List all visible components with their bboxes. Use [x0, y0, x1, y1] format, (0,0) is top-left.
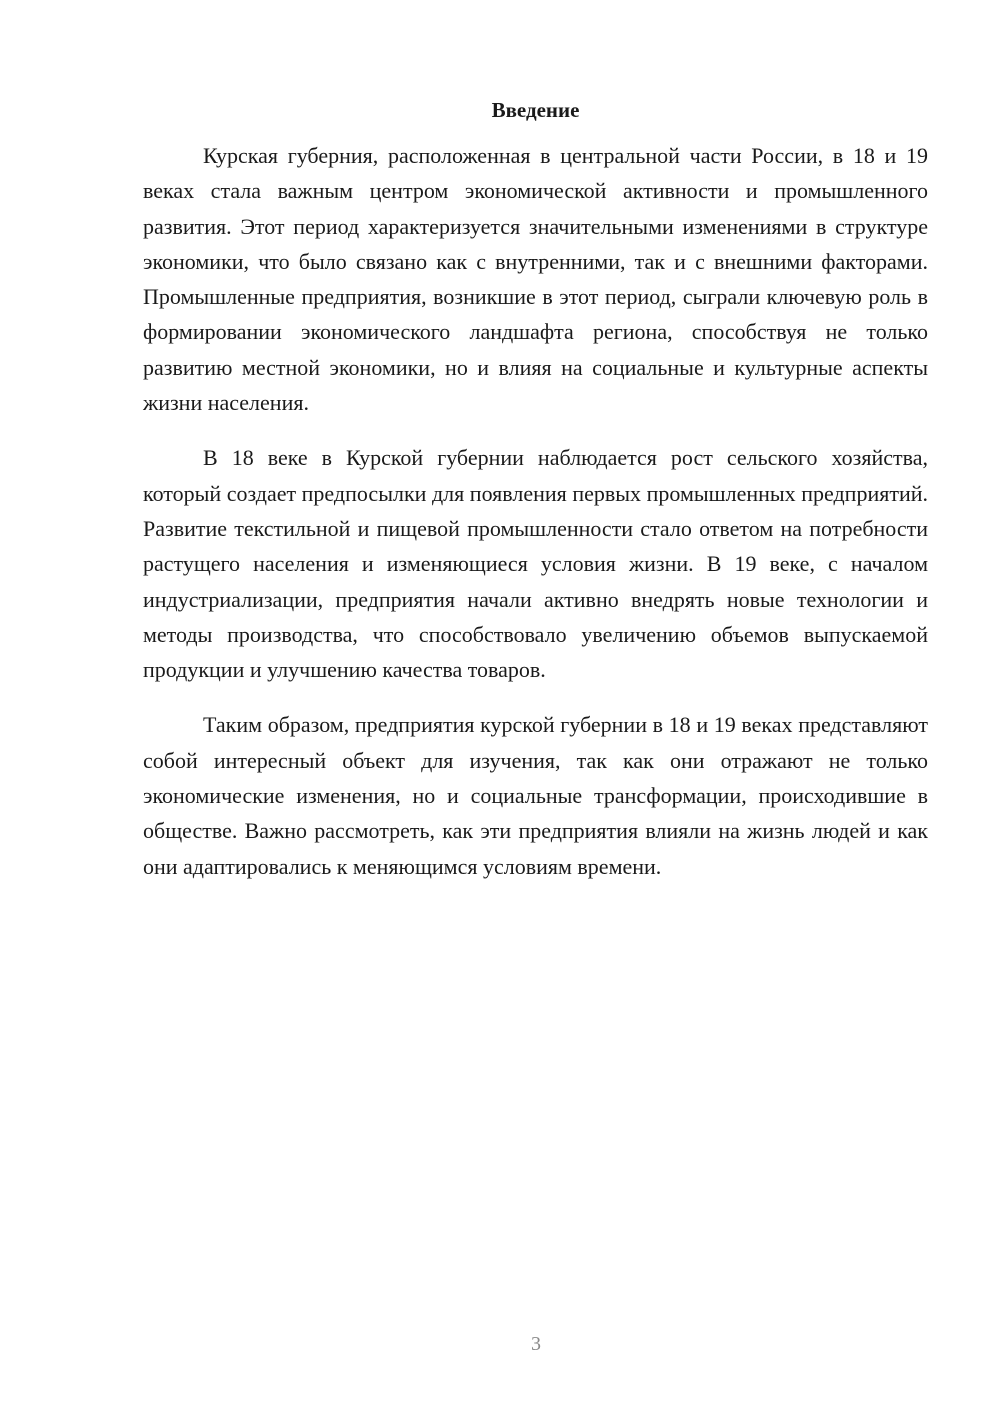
paragraph-3: Таким образом, предприятия курской губернии в 18 и 19 веках представляют собой интересный объект для изучения, так как они отражают не только экономические изменения, но и социальные трансформации, происходившие в обществе. Важно рассмотреть, как эти предприятия влияли на жизнь людей и как они адаптировались к меняющимся условиям времени. [143, 712, 928, 879]
page-content [143, 92, 928, 904]
page-number: 3 [531, 1333, 541, 1355]
paragraph-2: В 18 веке в Курской губернии наблюдается рост сельского хозяйства, который создает предпосылки для появления первых промышленных предприятий. Развитие текстильной и пищевой промышленности стало ответом на потребности растущего населения и изменяющиеся условия жизни. В 19 веке, с началом индустриализации, предприятия начали активно внедрять новые технологии и методы производства, что способствовало увеличению объемов выпускаемой продукции и улучшению качества товаров. [143, 445, 928, 683]
paragraph-1: Курская губерния, расположенная в центральной части России, в 18 и 19 веках стала важным центром экономической активности и промышленного развития. Этот период характеризуется значительными изменениями в структуре экономики, что было связано как с внутренними, так и с внешними факторами. Промышленные предприятия, возникшие в этот период, сыграли ключевую роль в формировании экономического ландшафта региона, способствуя не только развитию местной экономики, но и влияя на социальные и культурные аспекты жизни населения. [143, 143, 928, 416]
section-heading: Введение [491, 98, 580, 122]
